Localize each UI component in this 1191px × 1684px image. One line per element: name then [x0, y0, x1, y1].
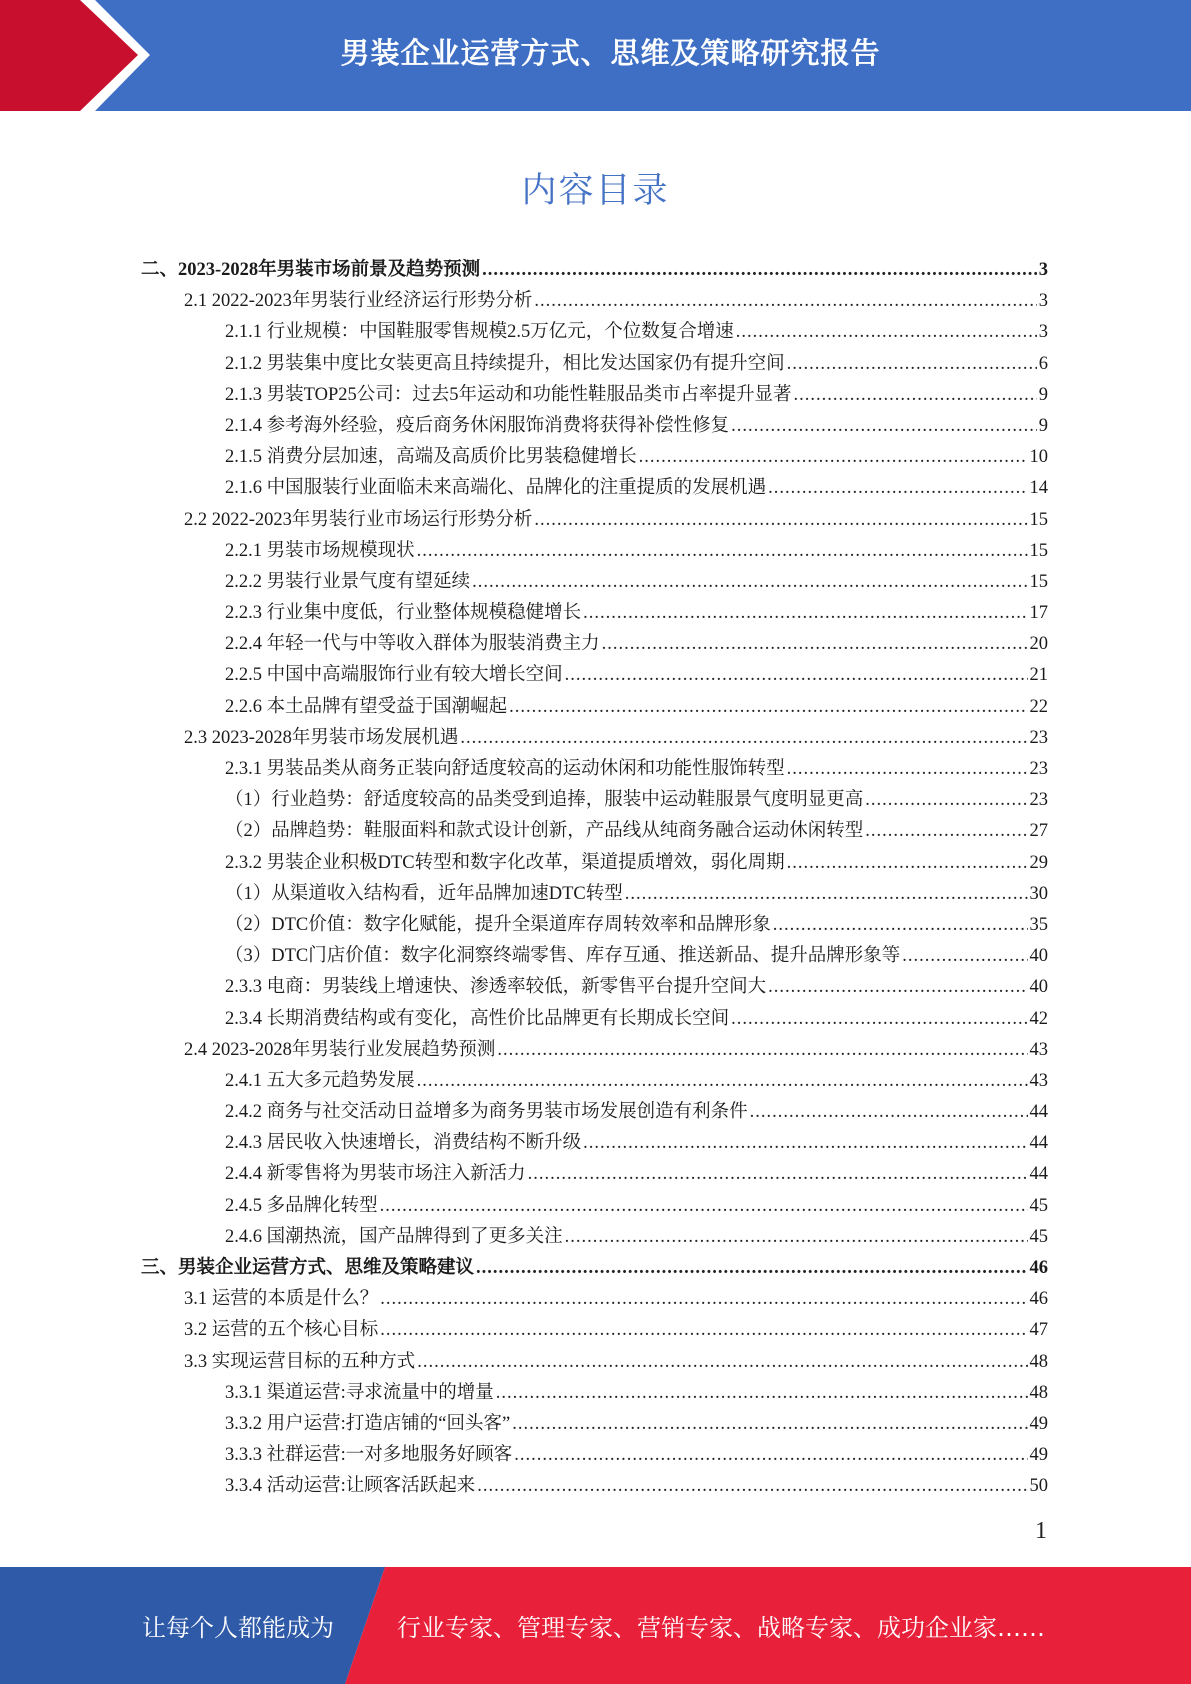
toc-entry[interactable]: [141, 629, 1048, 660]
toc-dot-leader: [768, 478, 1027, 499]
toc-dot-leader: [417, 1352, 1027, 1373]
toc-dot-leader: [528, 1164, 1028, 1185]
toc-dot-leader: [417, 1071, 1028, 1092]
toc-dot-leader: [477, 1476, 1027, 1497]
toc-entry[interactable]: [141, 941, 1048, 972]
toc-entry[interactable]: [141, 349, 1048, 380]
toc-entry[interactable]: [141, 660, 1048, 691]
toc-entry-label: （3）DTC门店价值：数字化洞察终端零售、库存互通、推送新品、提升品牌形象等: [225, 946, 901, 967]
toc-dot-leader: [512, 1414, 1027, 1435]
toc-entry-label: 2.3.1 男装品类从商务正装向舒适度较高的运动休闲和功能性服饰转型: [225, 759, 785, 779]
toc-dot-leader: [417, 541, 1028, 562]
toc-dot-leader: [476, 1258, 1027, 1279]
toc-entry[interactable]: [141, 505, 1048, 536]
toc-dot-leader: [380, 1320, 1027, 1341]
toc-entry-page: 15: [1029, 540, 1048, 561]
toc-entry-label: （2）品牌趋势：鞋服面料和款式设计创新，产品线从纯商务融合运动休闲转型: [225, 821, 864, 842]
toc-entry[interactable]: [141, 1004, 1048, 1035]
toc-entry-label: 2.1 2022-2023年男装行业经济运行形势分析: [184, 291, 533, 312]
report-title: 男装企业运营方式、思维及策略研究报告: [340, 35, 881, 70]
toc-entry-page: 23: [1029, 727, 1048, 748]
toc-dot-leader: [787, 354, 1037, 375]
toc-entry[interactable]: [141, 879, 1048, 910]
toc-dot-leader: [534, 510, 1027, 531]
toc-entry-page: 40: [1029, 946, 1048, 967]
toc-entry-page: 10: [1029, 447, 1048, 468]
toc-entry-page: 50: [1029, 1476, 1048, 1497]
toc-dot-leader: [794, 385, 1037, 406]
toc-entry-page: 46: [1029, 1289, 1048, 1310]
footer-skills-list: 行业专家、管理专家、营销专家、战略专家、成功企业家……: [397, 1614, 1045, 1642]
toc-entry[interactable]: [141, 286, 1048, 317]
toc-entry-label: 2.1.5 消费分层加速，高端及高质价比男装稳健增长: [225, 447, 637, 468]
toc-entry[interactable]: [141, 1378, 1048, 1409]
toc-entry[interactable]: [141, 1409, 1048, 1440]
toc-dot-leader: [602, 634, 1028, 655]
toc-dot-leader: [565, 1227, 1028, 1248]
toc-entry[interactable]: [141, 1222, 1048, 1253]
toc-entry-page: 14: [1029, 478, 1048, 499]
toc-entry[interactable]: [141, 785, 1048, 816]
toc-entry-label: 2.1.4 参考海外经验，疫后商务休闲服饰消费将获得补偿性修复: [225, 415, 730, 436]
toc-entry-page: 45: [1029, 1226, 1048, 1247]
toc-entry-label: 2.4 2023-2028年男装行业发展趋势预测: [184, 1039, 496, 1060]
toc-entry-label: （1）行业趋势：舒适度较高的品类受到追捧，服装中运动鞋服景气度明显更高: [225, 790, 864, 811]
toc-entry-page: 44: [1029, 1164, 1048, 1185]
toc-entry[interactable]: [141, 1347, 1048, 1378]
toc-dot-leader: [482, 260, 1037, 281]
toc-entry-label: 2.2.2 男装行业景气度有望延续: [225, 571, 471, 592]
toc-entry-page: 49: [1029, 1413, 1048, 1434]
toc-entry-page: 48: [1029, 1351, 1048, 1372]
toc-dot-leader: [509, 697, 1027, 718]
toc-entry-label: 三、男装企业运营方式、思维及策略建议: [141, 1258, 475, 1278]
toc-entry[interactable]: [141, 473, 1048, 504]
toc-entry[interactable]: [141, 816, 1048, 847]
toc-entry[interactable]: [141, 380, 1048, 411]
toc-entry[interactable]: [141, 1097, 1048, 1128]
toc-entry-label: 3.3 实现运营目标的五种方式: [184, 1351, 416, 1372]
toc-entry-label: 3.2 运营的五个核心目标: [184, 1320, 379, 1341]
toc-entry-page: 3: [1038, 260, 1048, 280]
toc-entry[interactable]: [141, 848, 1048, 879]
toc-entry-page: 46: [1029, 1258, 1048, 1278]
toc-entry-page: 21: [1029, 665, 1048, 686]
toc-entry-label: 2.2.3 行业集中度低，行业整体规模稳健增长: [225, 603, 582, 624]
toc-entry-page: 44: [1029, 1102, 1048, 1123]
toc-dot-leader: [639, 447, 1028, 468]
toc-entry-label: 2.2.6 本土品牌有望受益于国潮崛起: [225, 696, 508, 717]
toc-entry[interactable]: [141, 972, 1048, 1003]
table-of-contents: [141, 255, 1048, 1503]
toc-entry-page: 49: [1029, 1445, 1048, 1466]
toc-entry-label: 2.1.3 男装TOP25公司：过去5年运动和功能性鞋服品类市占率提升显著: [225, 384, 792, 405]
toc-dot-leader: [472, 572, 1027, 593]
footer-band: [0, 1567, 1191, 1684]
toc-entry[interactable]: [141, 442, 1048, 473]
toc-entry-label: 2.2.1 男装市场规模现状: [225, 540, 415, 561]
toc-dot-leader: [496, 1383, 1028, 1404]
toc-entry-page: 3: [1038, 291, 1048, 312]
toc-entry-page: 44: [1029, 1133, 1048, 1154]
toc-entry[interactable]: [141, 1191, 1048, 1222]
toc-dot-leader: [565, 665, 1028, 686]
toc-dot-leader: [497, 1040, 1027, 1061]
toc-entry-page: 17: [1029, 603, 1048, 624]
footer-slogan: 让每个人都能成为: [142, 1614, 334, 1642]
toc-entry[interactable]: [141, 411, 1048, 442]
toc-dot-leader: [750, 1102, 1028, 1123]
toc-dot-leader: [865, 790, 1027, 811]
toc-entry-page: 23: [1029, 790, 1048, 811]
toc-entry-page: 20: [1029, 634, 1048, 655]
toc-dot-leader: [583, 1133, 1027, 1154]
toc-entry[interactable]: [141, 536, 1048, 567]
toc-entry-label: 2.3.4 长期消费结构或有变化，高性价比品牌更有长期成长空间: [225, 1008, 730, 1029]
toc-entry-page: 42: [1029, 1008, 1048, 1029]
toc-entry[interactable]: [141, 1284, 1048, 1315]
toc-entry-label: 2.2.5 中国中高端服饰行业有较大增长空间: [225, 665, 563, 686]
toc-entry-label: 2.4.1 五大多元趋势发展: [225, 1070, 415, 1091]
toc-entry-label: 3.3.2 用户运营:打造店铺的“回头客”: [225, 1413, 511, 1434]
toc-entry-page: 3: [1038, 322, 1048, 343]
toc-entry[interactable]: [141, 1253, 1048, 1284]
toc-entry-label: 2.2 2022-2023年男装行业市场运行形势分析: [184, 509, 533, 530]
toc-entry[interactable]: [141, 723, 1048, 754]
toc-dot-leader: [731, 416, 1037, 437]
toc-entry-page: 48: [1029, 1382, 1048, 1403]
toc-dot-leader: [514, 1445, 1027, 1466]
toc-dot-leader: [773, 915, 1028, 936]
toc-entry-label: 2.3.3 电商：男装线上增速快、渗透率较低，新零售平台提升空间大: [225, 977, 767, 998]
toc-entry-page: 29: [1029, 852, 1048, 873]
toc-entry[interactable]: [141, 910, 1048, 941]
toc-dot-leader: [731, 1009, 1027, 1030]
toc-dot-leader: [583, 603, 1027, 624]
toc-dot-leader: [380, 1196, 1028, 1217]
toc-entry-page: 45: [1029, 1195, 1048, 1216]
toc-entry-label: 2.4.2 商务与社交活动日益增多为商务男装市场发展创造有利条件: [225, 1102, 748, 1123]
toc-entry[interactable]: [141, 1159, 1048, 1190]
toc-heading: 内容目录: [521, 171, 670, 211]
toc-entry-page: 43: [1029, 1070, 1048, 1091]
toc-dot-leader: [736, 322, 1037, 343]
toc-entry-page: 47: [1029, 1320, 1048, 1341]
toc-entry-page: 40: [1029, 977, 1048, 998]
toc-entry-label: 2.4.3 居民收入快速增长，消费结构不断升级: [225, 1133, 582, 1154]
toc-entry-page: 9: [1038, 415, 1048, 436]
toc-entry-page: 30: [1029, 883, 1048, 904]
toc-entry-page: 27: [1029, 821, 1048, 842]
toc-entry[interactable]: [141, 1128, 1048, 1159]
toc-entry[interactable]: [141, 1471, 1048, 1502]
toc-entry[interactable]: [141, 598, 1048, 629]
toc-entry[interactable]: [141, 317, 1048, 348]
toc-entry-label: 3.3.4 活动运营:让顾客活跃起来: [225, 1476, 476, 1497]
report-header-band: [0, 0, 1191, 111]
toc-entry-label: 2.4.4 新零售将为男装市场注入新活力: [225, 1164, 526, 1185]
toc-dot-leader: [625, 884, 1028, 905]
toc-entry-label: 2.3 2023-2028年男装市场发展机遇: [184, 727, 459, 748]
toc-entry-label: 2.3.2 男装企业积极DTC转型和数字化改革，渠道提质增效，弱化周期: [225, 852, 785, 873]
toc-entry-label: 2.4.5 多品牌化转型: [225, 1195, 378, 1216]
toc-dot-leader: [902, 946, 1027, 967]
toc-entry-page: 35: [1029, 914, 1048, 935]
toc-dot-leader: [787, 759, 1028, 780]
toc-entry-label: （1）从渠道收入结构看，近年品牌加速DTC转型: [225, 883, 623, 904]
toc-entry-page: 6: [1038, 353, 1048, 374]
toc-entry[interactable]: [141, 754, 1048, 785]
toc-entry-page: 15: [1029, 509, 1048, 530]
toc-entry[interactable]: [141, 567, 1048, 598]
toc-entry-page: 43: [1029, 1039, 1048, 1060]
toc-entry-label: 2.1.1 行业规模：中国鞋服零售规模2.5万亿元，个位数复合增速: [225, 322, 734, 343]
toc-entry-page: 9: [1038, 384, 1048, 405]
toc-entry[interactable]: [141, 692, 1048, 723]
toc-dot-leader: [787, 853, 1028, 874]
toc-entry-label: （2）DTC价值：数字化赋能，提升全渠道库存周转效率和品牌形象: [225, 914, 771, 935]
toc-entry-page: 15: [1029, 571, 1048, 592]
toc-entry[interactable]: [141, 1440, 1048, 1471]
toc-entry-label: 二、2023-2028年男装市场前景及趋势预测: [141, 260, 481, 280]
toc-entry-label: 3.3.1 渠道运营:寻求流量中的增量: [225, 1382, 494, 1403]
toc-entry-label: 2.4.6 国潮热流，国产品牌得到了更多关注: [225, 1226, 563, 1247]
toc-entry-label: 2.1.2 男装集中度比女装更高且持续提升，相比发达国家仍有提升空间: [225, 353, 785, 374]
toc-dot-leader: [380, 1289, 1027, 1310]
page-number: 1: [1035, 1518, 1047, 1544]
toc-entry-page: 22: [1029, 696, 1048, 717]
toc-dot-leader: [768, 977, 1027, 998]
toc-dot-leader: [865, 821, 1027, 842]
toc-dot-leader: [534, 291, 1036, 312]
toc-entry[interactable]: [141, 1066, 1048, 1097]
toc-dot-leader: [460, 728, 1027, 749]
toc-entry-label: 2.1.6 中国服装行业面临未来高端化、品牌化的注重提质的发展机遇: [225, 478, 767, 499]
toc-entry-label: 3.1 运营的本质是什么？: [184, 1289, 379, 1310]
toc-entry-label: 2.2.4 年轻一代与中等收入群体为服装消费主力: [225, 634, 600, 655]
toc-entry-page: 23: [1029, 759, 1048, 779]
toc-entry[interactable]: [141, 1315, 1048, 1346]
toc-entry[interactable]: [141, 1035, 1048, 1066]
toc-entry-label: 3.3.3 社群运营:一对多地服务好顾客: [225, 1445, 513, 1466]
toc-entry[interactable]: [141, 255, 1048, 286]
